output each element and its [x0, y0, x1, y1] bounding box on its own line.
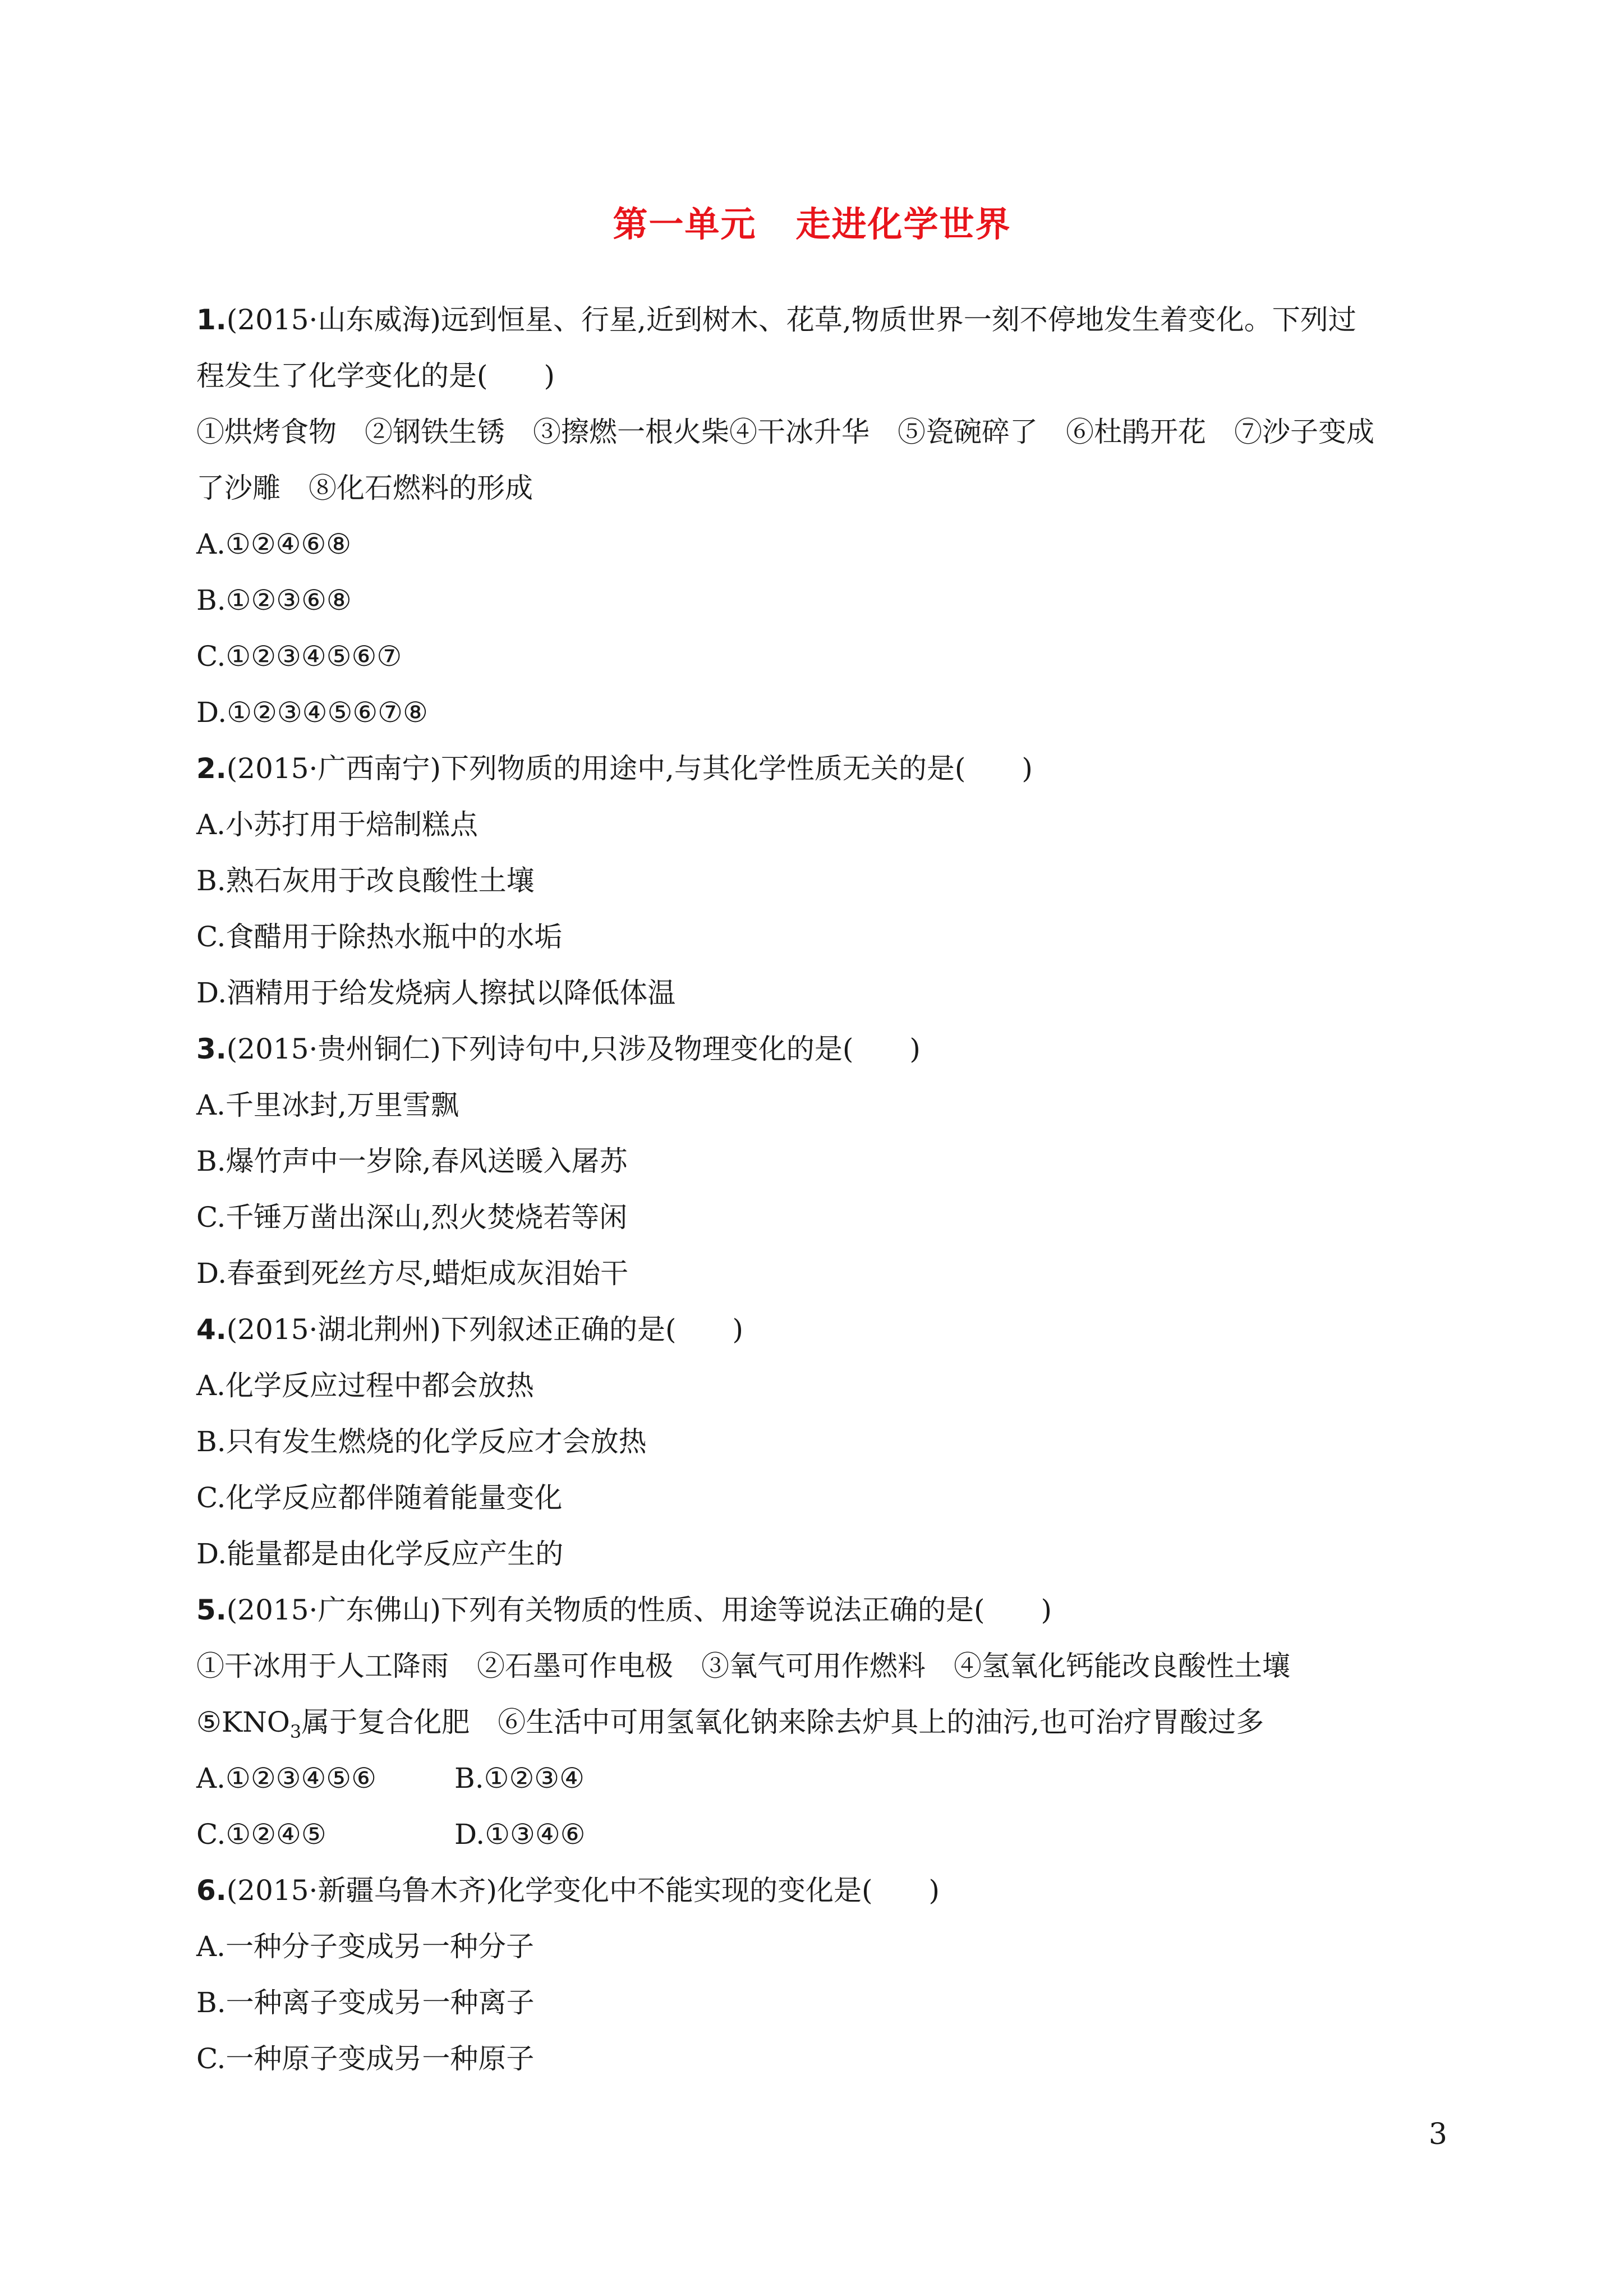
- option-c: C.化学反应都伴随着能量变化: [196, 1481, 563, 1514]
- option-d: D.酒精用于给发烧病人擦拭以降低体温: [196, 977, 676, 1009]
- option-a: A.①②④⑥⑧: [196, 528, 352, 560]
- question-number: 4.: [196, 1313, 227, 1346]
- question-stem-line: 程发生了化学变化的是( ): [196, 360, 555, 392]
- option-a: A.千里冰封,万里雪飘: [196, 1089, 459, 1121]
- question-stem: (2015·贵州铜仁)下列诗句中,只涉及物理变化的是( ): [226, 1033, 921, 1065]
- option-c: C.千锤万凿出深山,烈火焚烧若等闲: [196, 1201, 628, 1234]
- option-c: C.食醋用于除热水瓶中的水垢: [196, 921, 563, 953]
- subscript: 3: [289, 1721, 302, 1742]
- question-5: [196, 1582, 1436, 1862]
- question-6: [196, 1862, 1436, 2087]
- question-items-line: ①干冰用于人工降雨 ②石墨可作电极 ③氧气可用作燃料 ④氢氧化钙能改良酸性土壤: [196, 1650, 1290, 1682]
- option-b: B.熟石灰用于改良酸性土壤: [196, 864, 535, 897]
- unit-label: 第一单元: [613, 204, 757, 245]
- option-d: D.春蚕到死丝方尽,蜡炬成灰泪始干: [196, 1257, 629, 1290]
- option-a: A.一种分子变成另一种分子: [196, 1930, 535, 1963]
- option-b: B.①②③④: [454, 1762, 585, 1795]
- question-3: [196, 1021, 1436, 1301]
- page-title: [0, 196, 1624, 246]
- option-a: A.化学反应过程中都会放热: [196, 1369, 535, 1402]
- question-number: 3.: [196, 1033, 227, 1065]
- question-stem: (2015·湖北荆州)下列叙述正确的是( ): [226, 1313, 743, 1346]
- question-items-line: 了沙雕 ⑧化石燃料的形成: [196, 472, 533, 504]
- option-a: A.小苏打用于焙制糕点: [196, 808, 479, 841]
- question-2: [196, 740, 1436, 1021]
- option-c: C.①②③④⑤⑥⑦: [196, 640, 402, 673]
- question-stem: (2015·广西南宁)下列物质的用途中,与其化学性质无关的是( ): [226, 752, 1033, 785]
- question-stem: (2015·新疆乌鲁木齐)化学变化中不能实现的变化是( ): [226, 1874, 940, 1907]
- option-a: A.①②③④⑤⑥: [196, 1762, 376, 1795]
- option-b: B.爆竹声中一岁除,春风送暖入屠苏: [196, 1145, 628, 1177]
- question-items-line: $⑤KNO_3$属于复合化肥 ⑥生活中可用氢氧化钠来除去炉具上的油污,也可治疗胃酸过多: [196, 1706, 1264, 1742]
- question-stem: (2015·广东佛山)下列有关物质的性质、用途等说法正确的是( ): [226, 1594, 1052, 1626]
- option-b: B.只有发生燃烧的化学反应才会放热: [196, 1425, 647, 1458]
- option-d: D.能量都是由化学反应产生的: [196, 1538, 564, 1570]
- question-number: 2.: [196, 752, 227, 785]
- question-number: 6.: [196, 1874, 227, 1907]
- unit-title: 走进化学世界: [795, 204, 1011, 245]
- option-d: D.①②③④⑤⑥⑦⑧: [196, 696, 428, 729]
- option-b: B.一种离子变成另一种离子: [196, 1986, 535, 2019]
- question-4: [196, 1301, 1436, 1582]
- option-c: C.①②④⑤: [196, 1818, 326, 1851]
- option-d: D.①③④⑥: [454, 1818, 586, 1851]
- question-list: [196, 292, 1436, 2087]
- question-items-line: ①烘烤食物 ②钢铁生锈 ③擦燃一根火柴④干冰升华 ⑤瓷碗碎了 ⑥杜鹃开花 ⑦沙子变成: [196, 416, 1374, 448]
- page-number: 3: [1428, 2118, 1447, 2151]
- question-number: 5.: [196, 1594, 227, 1626]
- option-c: C.一种原子变成另一种原子: [196, 2042, 535, 2075]
- question-number: 1.: [196, 303, 227, 336]
- question-1: [196, 292, 1436, 740]
- question-stem: (2015·山东威海)远到恒星、行星,近到树木、花草,物质世界一刻不停地发生着变化。下列过: [226, 303, 1356, 336]
- option-b: B.①②③⑥⑧: [196, 584, 352, 616]
